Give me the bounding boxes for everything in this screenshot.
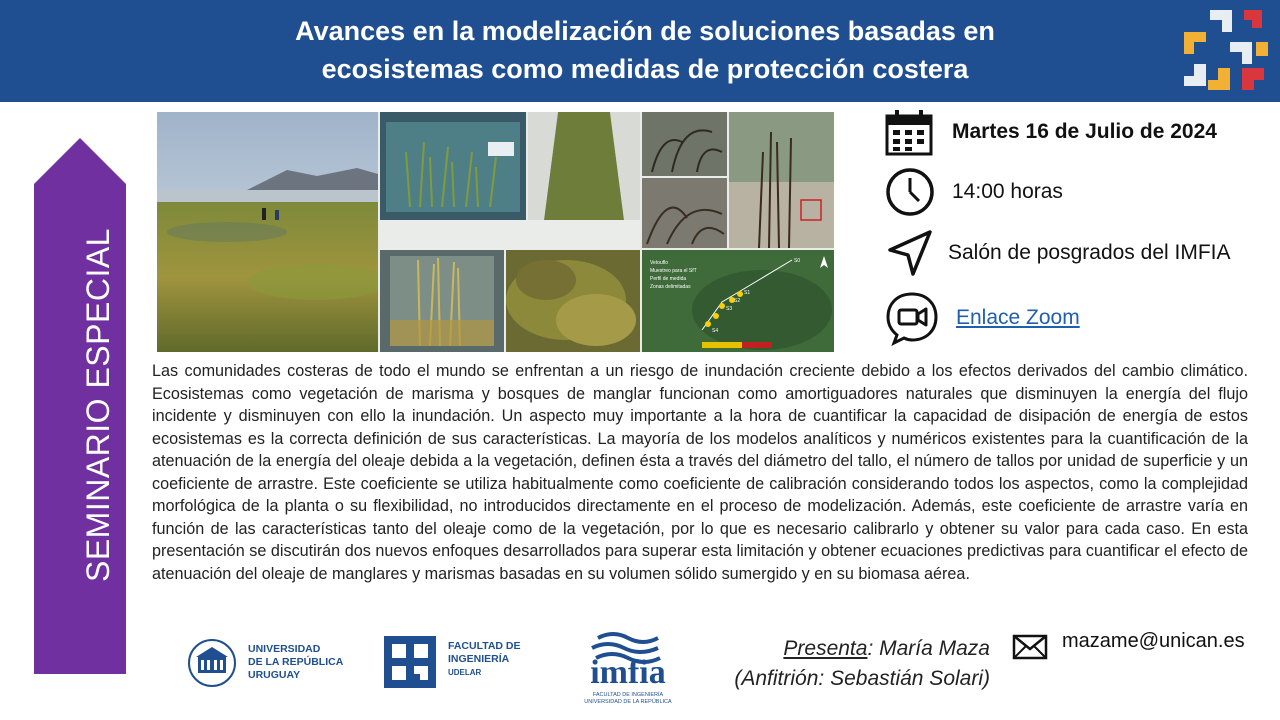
presenter-line	[706, 634, 990, 664]
marsh-photo	[157, 112, 378, 352]
udelar-line-1: UNIVERSIDAD	[248, 643, 321, 655]
fing-emblem-icon	[384, 634, 436, 690]
time-row	[884, 166, 1063, 218]
map-legend-4: Zonas delimitadas	[650, 284, 691, 290]
title-line-1: Avances en la modelización de soluciones basadas en	[295, 16, 995, 46]
map-legend-2: Muestreo para el SfT	[650, 268, 697, 274]
stems-photo	[380, 250, 504, 352]
fing-line-1: FACULTAD DE	[448, 640, 521, 652]
abstract-text: Las comunidades costeras de todo el mundo se enfrentan a un riesgo de inundación creciente debido a los efectos derivados del cambio climático. Ecosistemas como vegetación de marisma y bosques de manglar funcionan como amortiguadores naturales que disminuyen la energía del flujo incidente y disminuyen con ello la inundación. Un aspecto muy importante a la hora de cuantificar la capacidad de disipación de energía de estos ecosistemas es la correcta definición de sus características. La mayoría de los modelos analíticos y numéricos existentes para la cuantificación de la atenuación de la energía del oleaje debida a la vegetación, definen ésta a través del diámetro del tallo, el número de tallos por unidad de superficie y un coeficiente de arrastre. Este coeficiente se utiliza habitualmente como coeficiente de calibración considerando todos los aspectos, como la complejidad morfológica de la planta o su flexibilidad, no introducidos directamente en el proceso de modelización. Además, este coeficiente de arrastre varía en función de las características tanto del oleaje como de la vegetación, por lo que es necesario calibrarlo y obtener su valor para cada caso. En esta presentación se discutirán dos nuevos enfoques desarrollados para superar esta limitación y obtener ecuaciones predictivas para cuantificar el efecto de atenuación del oleaje de manglares y marismas basadas en su volumen sólido sumergido y en su biomasa aérea.	[152, 362, 1248, 583]
video-call-icon	[884, 290, 940, 346]
udelar-line-2: DE LA REPÚBLICA	[248, 656, 344, 668]
host-line: (Anfitrión: Sebastián Solari)	[734, 667, 990, 690]
map-legend-3: Perfil de medida	[650, 276, 687, 282]
zoom-row	[884, 290, 1080, 346]
imfia-logo	[578, 630, 678, 708]
map-legend-1: Vetouflo	[650, 260, 669, 266]
fing-line-3: UDELAR	[448, 668, 482, 677]
presenter-label: Presenta	[783, 637, 868, 660]
mail-icon	[1012, 634, 1048, 660]
map-point-s1: S1	[744, 290, 751, 296]
biomass-photo	[506, 250, 640, 352]
presenter-name: : María Maza	[867, 637, 990, 660]
page-title	[150, 12, 1140, 88]
brand-mark-icon	[1172, 6, 1272, 98]
presenter-block	[706, 634, 990, 694]
mangrove-photo-c	[729, 112, 834, 248]
map-point-s2: S2	[734, 298, 741, 304]
date-row	[884, 108, 1217, 156]
imfia-sub-2: UNIVERSIDAD DE LA REPÚBLICA	[584, 699, 672, 705]
mangrove-photo-a	[642, 112, 727, 176]
fing-line-2: INGENIERÍA	[448, 653, 510, 665]
mangrove-photo-b	[642, 178, 727, 248]
calendar-icon	[884, 108, 934, 156]
imfia-wordmark: imfia	[590, 654, 666, 691]
header-bar	[0, 0, 1280, 102]
banner-label: SEMINARIO ESPECIAL	[80, 228, 116, 582]
udelar-line-3: URUGUAY	[248, 669, 301, 681]
map-point-s0: S0	[794, 258, 801, 264]
event-date: Martes 16 de Julio de 2024	[952, 120, 1217, 143]
location-row	[884, 228, 1231, 278]
clock-icon	[884, 166, 936, 218]
flume-vegetation-photo	[380, 112, 526, 220]
photo-collage	[157, 112, 834, 352]
contact-email[interactable]: mazame@unican.es	[1062, 630, 1245, 652]
study-site-map	[642, 250, 834, 352]
map-point-s4: S4	[712, 328, 719, 334]
event-time: 14:00 horas	[952, 180, 1063, 203]
channel-photo	[528, 112, 640, 220]
imfia-sub-1: FACULTAD DE INGENIERÍA	[592, 692, 664, 698]
udelar-seal-icon	[188, 637, 236, 689]
udelar-logo	[188, 637, 358, 693]
fing-logo	[384, 634, 534, 692]
title-line-2: ecosistemas como medidas de protección costera	[321, 54, 969, 84]
map-point-s3: S3	[726, 306, 733, 312]
event-location: Salón de posgrados del IMFIA	[948, 241, 1231, 264]
zoom-link[interactable]: Enlace Zoom	[956, 306, 1080, 329]
location-arrow-icon	[884, 228, 934, 278]
